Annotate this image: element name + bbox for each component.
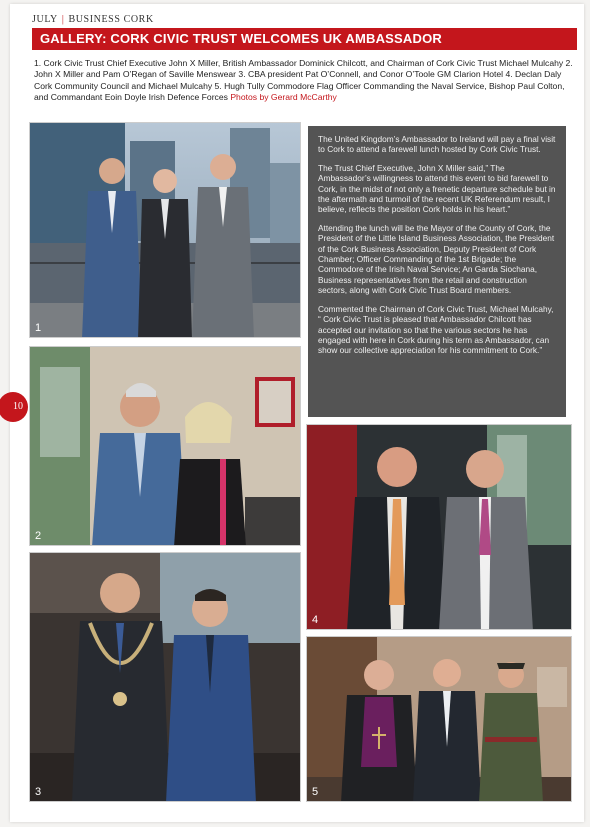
photo-2-number: 2 [35,530,42,542]
article-paragraph-4: Commented the Chairman of Cork Civic Trust, Michael Mulcahy, “ Cork Civic Trust is pleased that Ambassador Chilcott has accepted our invitation so that the various sectors he has engaged with here in Cork during his term as Ambassador, can show our collective appreciation for his commitment to Cork.” [318,303,554,356]
photo-1 [29,122,301,338]
article-text-box [308,126,566,417]
photo-5-number: 5 [312,786,319,798]
photo-5-image [307,637,572,802]
running-header [32,14,154,25]
captions-text: 1. Cork Civic Trust Chief Executive John X Miller, British Ambassador Dominick Chilcott, and Chairman of Cork Civic Trust Michael Mulcahy 2. John X Miller and Pam O’Regan of Saville Menswear 3. CBA president Pat O’Connell, and Conor O’Toole GM Clarion Hotel 4. Declan Daly Cork Community Council and Michael Mulcahy 5. Hugh Tully Commodore Flag Officer Commanding the Naval Service, Bishop Paul Colton, and Commandant Eoin Doyle Irish Defence Forces [34,58,573,103]
header-month: JULY [32,14,58,25]
photo-4-image [307,425,572,630]
photo-captions [34,58,579,104]
photo-2-image [30,347,301,546]
photo-4 [306,424,572,630]
article-paragraph-1: The United Kingdom’s Ambassador to Ireland will pay a final visit to Cork to attend a farewell lunch hosted by Cork Civic Trust. [318,134,556,155]
header-separator: | [61,14,65,25]
gallery-title-banner: GALLERY: CORK CIVIC TRUST WELCOMES UK AMBASSADOR [32,28,577,50]
magazine-page [10,4,584,822]
photo-5 [306,636,572,802]
photo-1-image [30,123,301,338]
header-section: BUSINESS CORK [68,14,154,25]
photo-credit: Photos by Gerard McCarthy [230,92,337,103]
page-number-badge: 10 [0,392,28,422]
article-paragraph-2: The Trust Chief Executive, John X Miller said,” The Ambassador’s willingness to attend this event to bid farewell to Cork, in the midst of not only a frenetic departure schedule but in the aftermath and turmoil of the recent UK Referendum result, I believe, reflects the position Cork holds in his heart.” [318,162,556,215]
photo-3 [29,552,301,802]
photo-3-number: 3 [35,786,42,798]
photo-3-image [30,553,301,802]
photo-2 [29,346,301,546]
article-paragraph-3: Attending the lunch will be the Mayor of the County of Cork, the President of the Little Island Business Association, the President of the Cork Business Association, Deputy President of Cork Chamber; Officer Commanding of the 1st Brigade; the Commodore of the Irish Naval Service; An Garda Siochana, Business representatives from the retail and construction sectors, along with Cork Civic Trust Board members. [318,222,555,296]
photo-1-number: 1 [35,322,42,334]
photo-4-number: 4 [312,614,319,626]
